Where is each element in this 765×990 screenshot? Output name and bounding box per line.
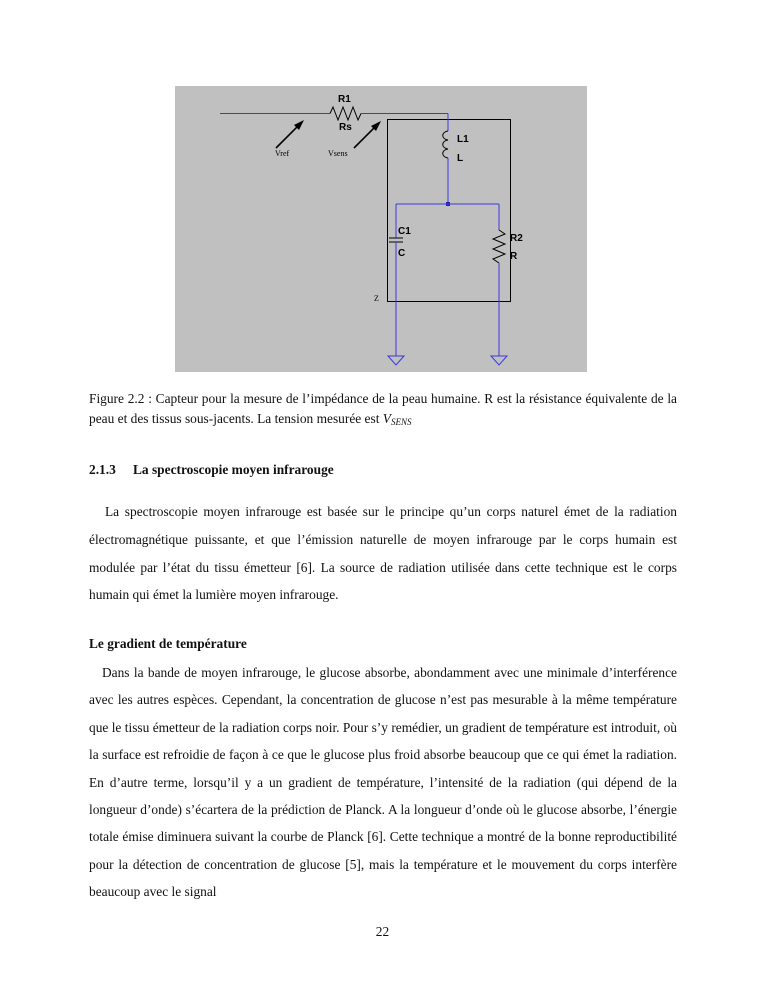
page-number: 22 [375,924,390,939]
caption-text: Figure 2.2 : Capteur pour la mesure de l’impédance de la peau humaine. R est la résistance équivalente de la peau et des tissus sous-jacents. La tension mesurée est [89,391,677,426]
l1-inductor [443,131,448,158]
z-label: Z [374,294,379,303]
c-label: C [398,248,406,259]
paragraph-1-text: La spectroscopie moyen infrarouge est basée sur le principe qu’un corps naturel émet de la radiation électromagnétique puissante, et que l’émission naturelle de moyen infrarouge par le corps humain est modulée par l’état du tissu émetteur [6]. La source de radiation utilisée dans cette technique est le corps humain qui émet la lumière moyen infrarouge. [89,504,677,603]
circuit-figure [175,86,587,372]
r1-resistor [330,107,361,120]
z-box [388,120,511,302]
paragraph-2-text: Dans la bande de moyen infrarouge, le glucose absorbe, abondamment avec une minimale d’interférence avec les autres espèces. Cependant, la concentration de glucose n’est pas mesurable à la même température que le tissu émetteur de la radiation corps noir. Pour s’y remédier, un gradient de température est introduit, où la surface est refroidie de façon à ce que le glucose plus froid absorbe beaucoup que ce qui émet la radiation. En d’autre terme, lorsqu’il y a un gradient de température, l’intensité de la radiation (qui dépend de la longueur d’onde) s’écartera de la prédiction de Planck. A la longueur d’onde où le glucose absorbe, l’énergie totale émise diminuera suivant la courbe de Planck [6]. Cette technique a montré de la bonne reproductibilité pour la détection de concentration de glucose [5], mais la température et le mouvement du corps interfère beaucoup avec le signal [89,665,677,900]
caption-var-subscript: SENS [390,417,412,427]
caption-var-symbol: V [382,411,391,426]
section-number: 2.1.3 [89,462,116,477]
circuit-diagram [175,86,587,372]
section-heading [89,462,334,478]
subheading: Le gradient de température [89,636,247,651]
ground-symbol-right [491,356,507,365]
r-label: R [510,251,518,262]
ground-symbol-left [388,356,404,365]
r1-label: R1 [338,94,351,105]
rs-label: Rs [339,122,352,133]
caption-variable [383,411,412,426]
l1-label: L1 [457,134,469,145]
c1-label: C1 [398,226,411,237]
vref-label: Vref [275,149,290,158]
figure-caption [89,389,677,432]
vsens-label: Vsens [328,149,348,158]
section-title: La spectroscopie moyen infrarouge [133,462,334,477]
l-label: L [457,153,464,164]
paragraph-2 [89,659,677,906]
r2-resistor [493,230,505,263]
paragraph-1 [89,498,677,609]
r2-label: R2 [510,233,523,244]
